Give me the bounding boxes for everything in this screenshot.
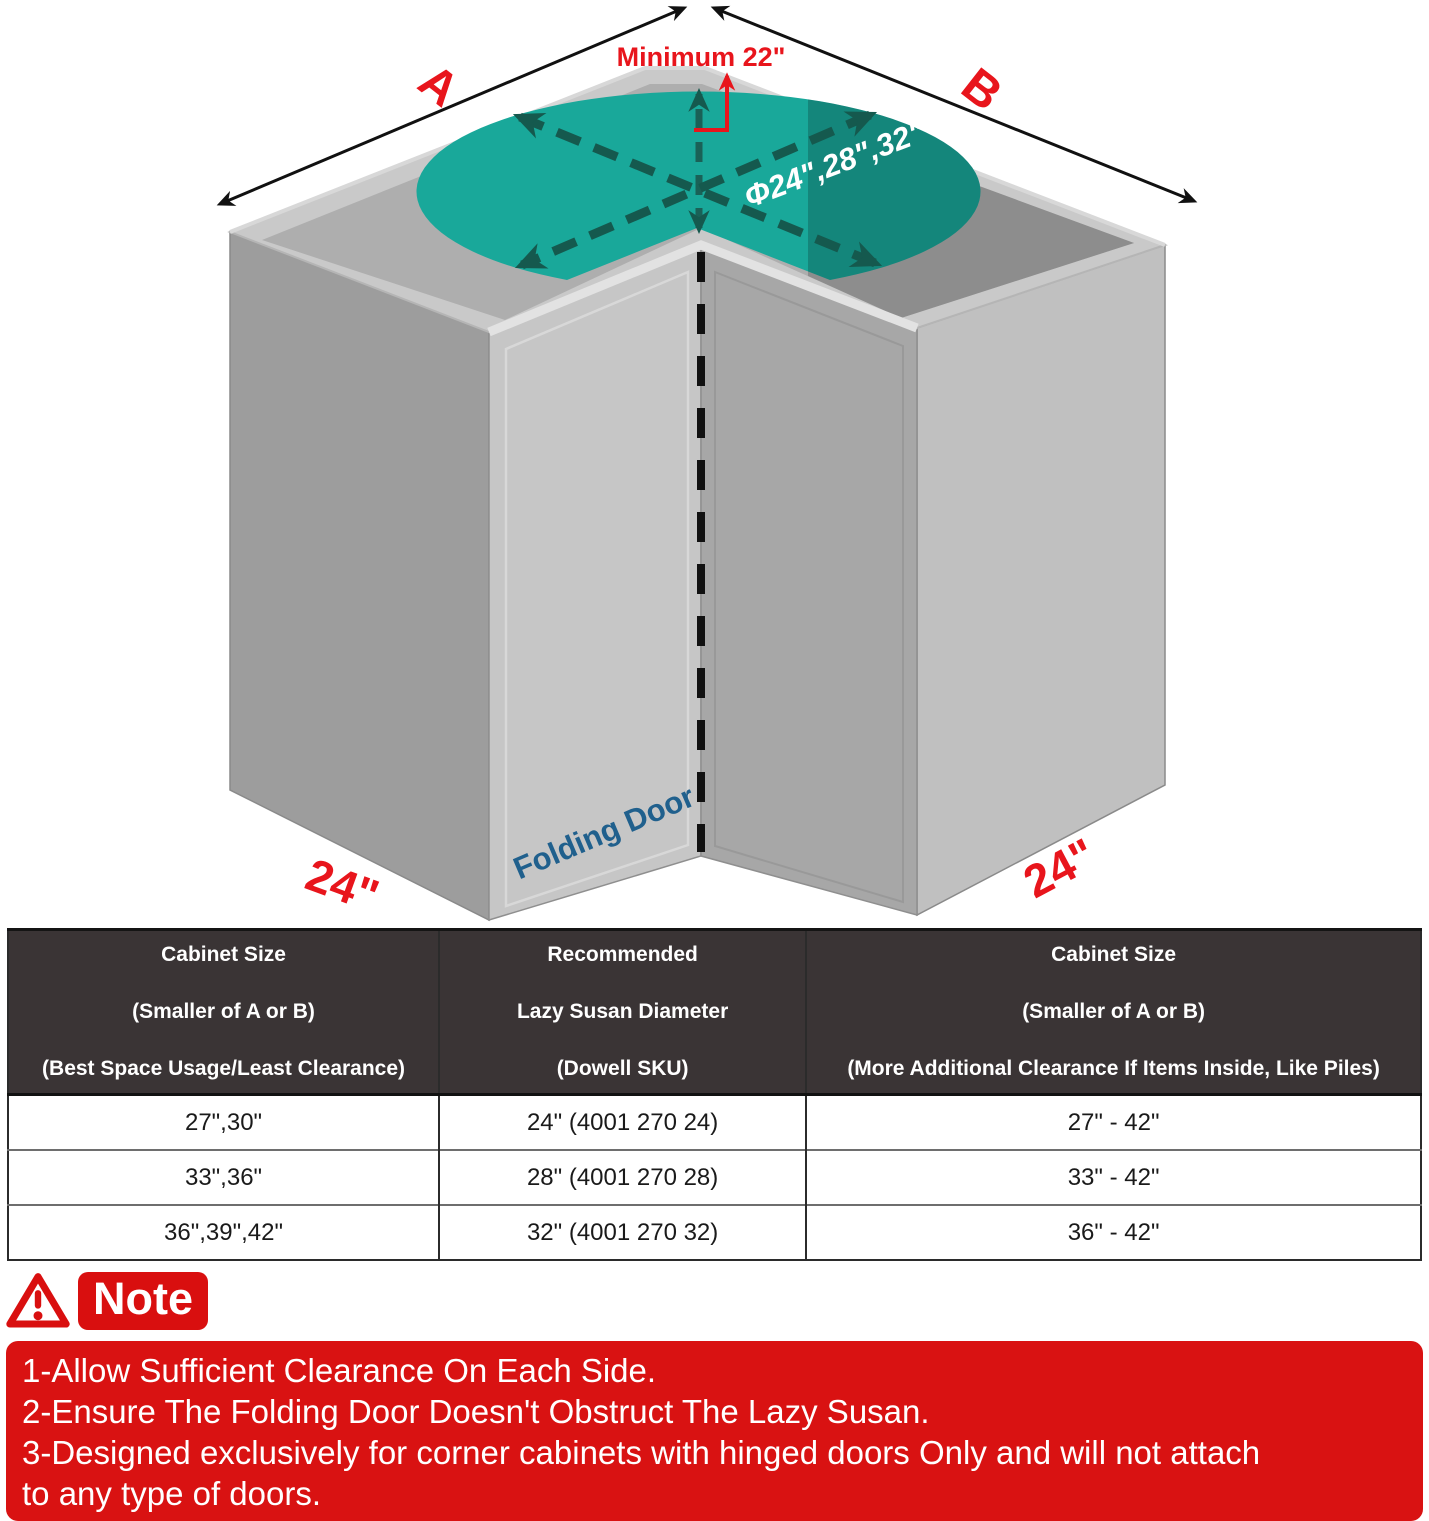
cabinet-left-side-face [230,232,489,920]
diameter-label: Φ24",28",32" [739,113,930,215]
table-header-row [8,930,1421,1095]
cabinet-right-side-face [917,245,1165,915]
table-cell: 27",30" [8,1095,439,1151]
depth-right-label: 24" [1015,827,1104,908]
side-a-label: A [408,54,469,118]
table-cell: 36",39",42" [8,1205,439,1260]
header-line: (More Additional Clearance If Items Inside, Like Piles) [847,1057,1380,1080]
table-row [8,1150,1421,1205]
table-row [8,1095,1421,1151]
table-cell: 33" - 42" [806,1150,1421,1205]
table-cell: 27" - 42" [806,1095,1421,1151]
folding-door-label: Folding Door [508,778,700,887]
table-row [8,1205,1421,1260]
size-recommendation-table [7,928,1422,1261]
table-cell: 36" - 42" [806,1205,1421,1260]
note-line: to any type of doors. [22,1475,322,1512]
table-cell: 28" (4001 270 28) [439,1150,806,1205]
header-line: (Best Space Usage/Least Clearance) [42,1057,406,1080]
table-cell: 33",36" [8,1150,439,1205]
note-line: 2-Ensure The Folding Door Doesn't Obstruct The Lazy Susan. [22,1393,930,1430]
min-clearance-label: Minimum 22" [616,42,786,72]
header-line: (Smaller of A or B) [1022,1000,1205,1023]
note-header [6,1271,1429,1331]
table-cell: 32" (4001 270 32) [439,1205,806,1260]
warning-triangle-icon [6,1272,70,1330]
header-line: Lazy Susan Diameter [516,1000,729,1023]
depth-left-label: 24" [299,848,386,922]
header-line: Cabinet Size [1051,943,1177,966]
header-cabinet-size-clearance [806,930,1421,1095]
note-line: 1-Allow Sufficient Clearance On Each Side. [22,1352,657,1389]
header-line: Cabinet Size [161,943,286,966]
table-cell: 24" (4001 270 24) [439,1095,806,1151]
header-line: Recommended [547,943,698,966]
header-line: (Dowell SKU) [556,1057,689,1080]
note-box [6,1341,1423,1521]
cabinet-right-door-face [701,245,917,915]
side-b-label: B [951,58,1012,122]
header-cabinet-size-best [8,930,439,1095]
header-line: (Smaller of A or B) [132,1000,315,1023]
note-line: 3-Designed exclusively for corner cabinets with hinged doors Only and will not attach [22,1434,1261,1471]
note-badge: Note [78,1272,208,1330]
header-recommended-diameter [439,930,806,1095]
